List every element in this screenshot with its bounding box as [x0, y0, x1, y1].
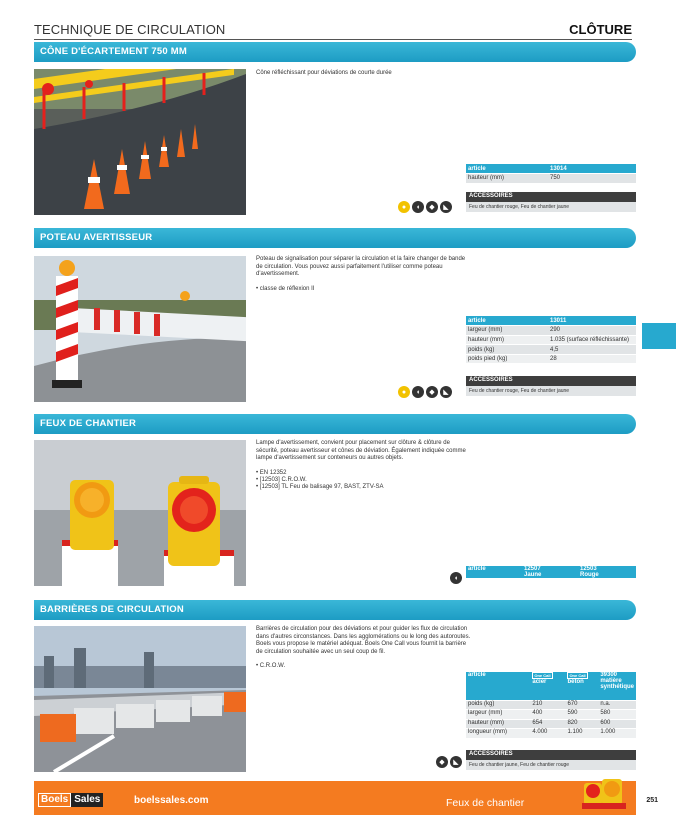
- bullet-item: • [12503] C.R.O.W.: [256, 477, 472, 484]
- accessories-title: ACCESSOIRES: [466, 750, 636, 760]
- logo-boels: Boels: [38, 793, 71, 807]
- header-rule: [34, 39, 632, 40]
- article-steel: [530, 672, 565, 700]
- footer-product: Feux de chantier: [446, 797, 525, 809]
- page-title: TECHNIQUE DE CIRCULATION: [34, 22, 226, 37]
- logo-sales: Sales: [71, 793, 103, 807]
- lights-thumbnail-icon: [580, 773, 628, 813]
- accessories-title: ACCESSOIRES: [466, 376, 636, 386]
- spec-value: 820: [565, 719, 598, 729]
- weight-icon: ◣: [450, 756, 462, 768]
- spec-label: hauteur (mm): [466, 335, 548, 345]
- section-description: Cône réfléchissant pour déviations de courte durée: [256, 70, 392, 76]
- article-label: article: [466, 566, 522, 579]
- delivery-icon: ●: [398, 201, 410, 213]
- side-tab: [642, 323, 676, 349]
- section-lights: [34, 414, 636, 594]
- spec-value: 590: [565, 710, 598, 720]
- spec-value: 4,5: [548, 345, 636, 355]
- article-label: article: [466, 672, 530, 700]
- spec-value: 210: [530, 700, 565, 710]
- spec-label: poids (kg): [466, 345, 548, 355]
- article-number: 13011: [548, 316, 636, 326]
- spec-label: largeur (mm): [466, 710, 530, 720]
- accessories-title: ACCESSOIRES: [466, 192, 636, 202]
- one-call-badge: One Call: [534, 673, 551, 678]
- section-barriers: [34, 600, 636, 776]
- spec-label: poids pied (kg): [466, 354, 548, 364]
- weight-icon: ◣: [440, 201, 452, 213]
- handling-icon: ◆: [436, 756, 448, 768]
- accessories-text: Feu de chantier jaune, Feu de chantier rouge: [466, 760, 636, 770]
- section-title: CÔNE D'ÉCARTEMENT 750 MM: [34, 42, 636, 62]
- article-label: article: [466, 316, 548, 326]
- spec-value: 290: [548, 326, 636, 336]
- spec-label: hauteur (mm): [466, 174, 548, 184]
- section-post: [34, 228, 636, 408]
- footer-bar: [34, 781, 636, 815]
- spec-table: [466, 164, 636, 184]
- article-variant-red: [578, 566, 636, 579]
- section-title: BARRIÈRES DE CIRCULATION: [34, 600, 636, 620]
- vehicle-icon: ◖: [412, 386, 424, 398]
- vehicle-icon: ◖: [450, 572, 462, 584]
- spec-value: 4.000: [530, 729, 565, 739]
- spec-value: 1.035 (surface réfléchissante): [548, 335, 636, 345]
- article-label: article: [466, 164, 548, 174]
- bullet-item: • [12503] TL Feu de balisage 97, BAST, ZTV-SA: [256, 484, 472, 491]
- section-description: [256, 626, 472, 671]
- spec-value: 670: [565, 700, 598, 710]
- spec-label: hauteur (mm): [466, 719, 530, 729]
- bullet-list: [256, 470, 472, 492]
- spec-label: poids (kg): [466, 700, 530, 710]
- spec-value: 750: [548, 174, 636, 184]
- bullet-list: [256, 663, 472, 670]
- vehicle-icon: ◖: [412, 201, 424, 213]
- material-label: matière synthétique: [600, 678, 634, 690]
- delivery-icon: ●: [398, 386, 410, 398]
- bullet-item: • C.R.O.W.: [256, 663, 472, 670]
- article-number: 12507: [524, 566, 541, 572]
- handling-icon: ◆: [426, 386, 438, 398]
- spec-table: [466, 672, 636, 739]
- article-synthetic: [598, 672, 636, 700]
- spec-value: 1.100: [565, 729, 598, 739]
- spec-value: 400: [530, 710, 565, 720]
- icon-row: [436, 756, 462, 768]
- section-cone: [34, 42, 636, 222]
- accessories-text: Feu de chantier rouge, Feu de chantier jaune: [466, 386, 636, 396]
- website-link[interactable]: boelssales.com: [134, 795, 209, 806]
- handling-icon: ◆: [426, 201, 438, 213]
- spec-label: longueur (mm): [466, 729, 530, 739]
- variant-label: Rouge: [580, 572, 599, 578]
- variant-label: Jaune: [524, 572, 542, 578]
- barriers-photo: [34, 626, 246, 772]
- spec-value: 580: [598, 710, 636, 720]
- section-description: [256, 440, 472, 491]
- material-label: béton: [567, 679, 584, 685]
- icon-row: [450, 572, 462, 584]
- one-call-badge: One Call: [569, 673, 586, 678]
- article-concrete: [565, 672, 598, 700]
- weight-icon: ◣: [440, 386, 452, 398]
- article-number: 13014: [548, 164, 636, 174]
- icon-row: [398, 201, 452, 213]
- spec-value: 654: [530, 719, 565, 729]
- cone-photo: [34, 69, 246, 215]
- spec-table: [466, 566, 636, 579]
- accessories-box: [466, 192, 636, 212]
- spec-value: 600: [598, 719, 636, 729]
- icon-row: [398, 386, 452, 398]
- description-text: Barrières de circulation pour des déviations et pour guider les flux de circulation dans d'autres circonstances. Dans les agglomérations ou le long des autoroutes. Boels vous propose le matériel adéquat. Boels One Call vous fournit la barrière de circulation souhaitée avec un seul coup de fil.: [256, 626, 471, 655]
- bullet-list: [256, 286, 472, 293]
- article-variant-yellow: [522, 566, 578, 579]
- section-title: FEUX DE CHANTIER: [34, 414, 636, 434]
- article-number: 12503: [580, 566, 597, 572]
- spec-value: 1.000: [598, 729, 636, 739]
- accessories-box: [466, 750, 636, 770]
- spec-value: n.a.: [598, 700, 636, 710]
- description-text: Poteau de signalisation pour séparer la circulation et la faire changer de bande de circulation. Vous pouvez aussi parfaitement l'utiliser comme poteau d'avertissement.: [256, 256, 466, 278]
- page-number: 251: [646, 797, 658, 804]
- boels-logo: [38, 793, 103, 807]
- spec-table: [466, 316, 636, 364]
- description-text: Lampe d'avertissement, convient pour placement sur clôture & clôture de sécurité, poteau avertisseur et cônes de déviation. Également indiquée comme lampe d'avertissement sur conteneurs ou autres objets.: [256, 440, 466, 462]
- accessories-text: Feu de chantier rouge, Feu de chantier jaune: [466, 202, 636, 212]
- bullet-item: • classe de réflexion II: [256, 286, 472, 293]
- accessories-box: [466, 376, 636, 396]
- article-number: 39300: [600, 672, 618, 678]
- section-description: [256, 256, 472, 293]
- category-title: CLÔTURE: [569, 22, 632, 37]
- spec-label: largeur (mm): [466, 326, 548, 336]
- bullet-item: • EN 12352: [256, 470, 472, 477]
- post-photo: [34, 256, 246, 402]
- material-label: acier: [532, 679, 547, 685]
- lights-photo: [34, 440, 246, 586]
- section-title: POTEAU AVERTISSEUR: [34, 228, 636, 248]
- spec-value: 28: [548, 354, 636, 364]
